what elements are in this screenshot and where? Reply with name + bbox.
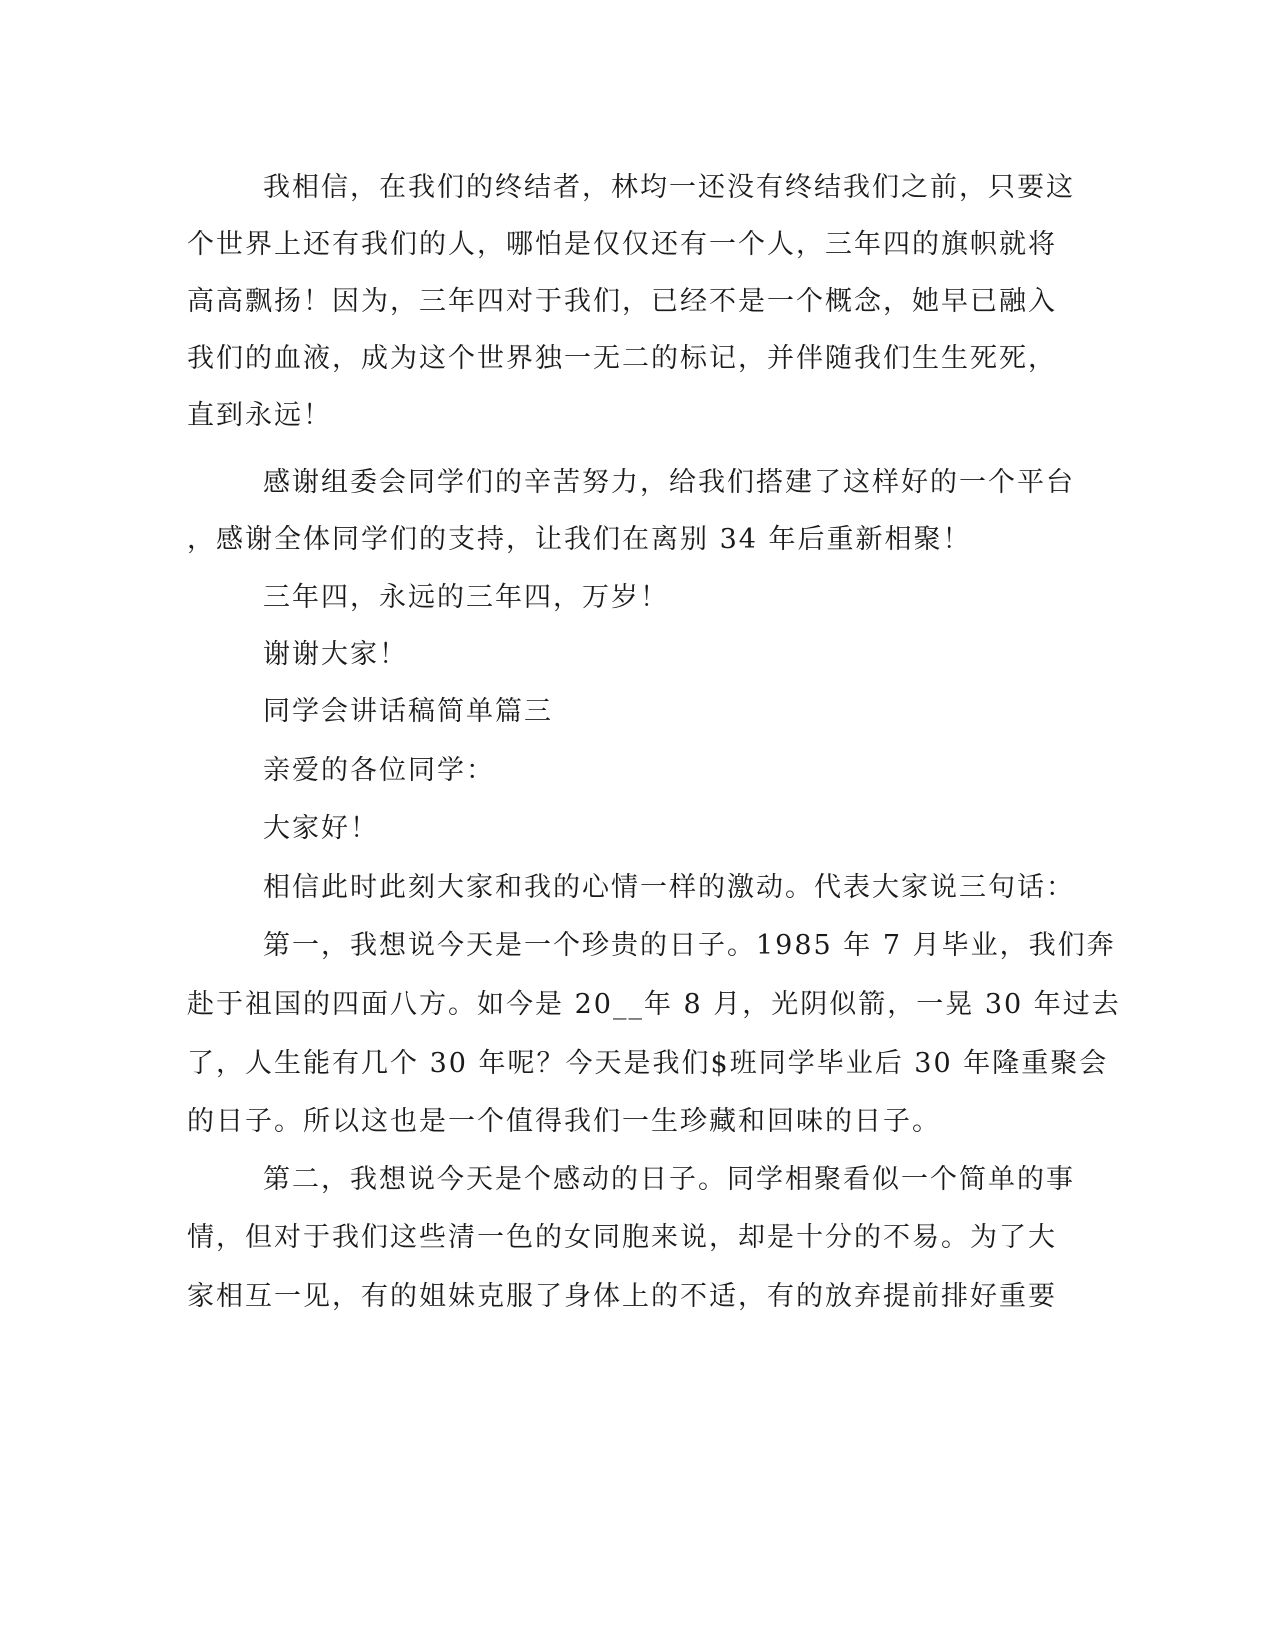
paragraph-line: 直到永远！ (187, 400, 332, 431)
paragraph-line: 第一，我想说今天是一个珍贵的日子。1985 年 7 月毕业，我们奔 (263, 930, 1116, 961)
paragraph-line: ，感谢全体同学们的支持，让我们在离别 34 年后重新相聚！ (187, 524, 972, 555)
paragraph-line: 的日子。所以这也是一个值得我们一生珍藏和回味的日子。 (187, 1106, 941, 1137)
paragraph-line: 我们的血液，成为这个世界独一无二的标记，并伴随我们生生死死， (187, 343, 1057, 374)
paragraph-line: 高高飘扬！因为，三年四对于我们，已经不是一个概念，她早已融入 (187, 286, 1057, 317)
section-heading: 同学会讲话稿简单篇三 (263, 696, 553, 727)
paragraph-line: 情，但对于我们这些清一色的女同胞来说，却是十分的不易。为了大 (187, 1222, 1057, 1253)
salutation-line: 亲爱的各位同学： (263, 755, 495, 786)
paragraph-line: 了，人生能有几个 30 年呢？今天是我们$班同学毕业后 30 年隆重聚会 (187, 1048, 1109, 1079)
paragraph-line: 第二，我想说今天是个感动的日子。同学相聚看似一个简单的事 (263, 1164, 1075, 1195)
paragraph-line: 家相互一见，有的姐妹克服了身体上的不适，有的放弃提前排好重要 (187, 1281, 1057, 1312)
paragraph-line: 相信此时此刻大家和我的心情一样的激动。代表大家说三句话： (263, 872, 1075, 903)
paragraph-line: 我相信，在我们的终结者，林均一还没有终结我们之前，只要这 (263, 172, 1075, 203)
paragraph-line: 赴于祖国的四面八方。如今是 20__年 8 月，光阴似箭，一晃 30 年过去 (187, 989, 1121, 1020)
greeting-line: 大家好！ (263, 813, 379, 844)
paragraph-line: 感谢组委会同学们的辛苦努力，给我们搭建了这样好的一个平台 (263, 467, 1075, 498)
paragraph-line: 谢谢大家！ (263, 639, 408, 670)
paragraph-line: 个世界上还有我们的人，哪怕是仅仅还有一个人，三年四的旗帜就将 (187, 229, 1057, 260)
paragraph-line: 三年四，永远的三年四，万岁！ (263, 582, 669, 613)
